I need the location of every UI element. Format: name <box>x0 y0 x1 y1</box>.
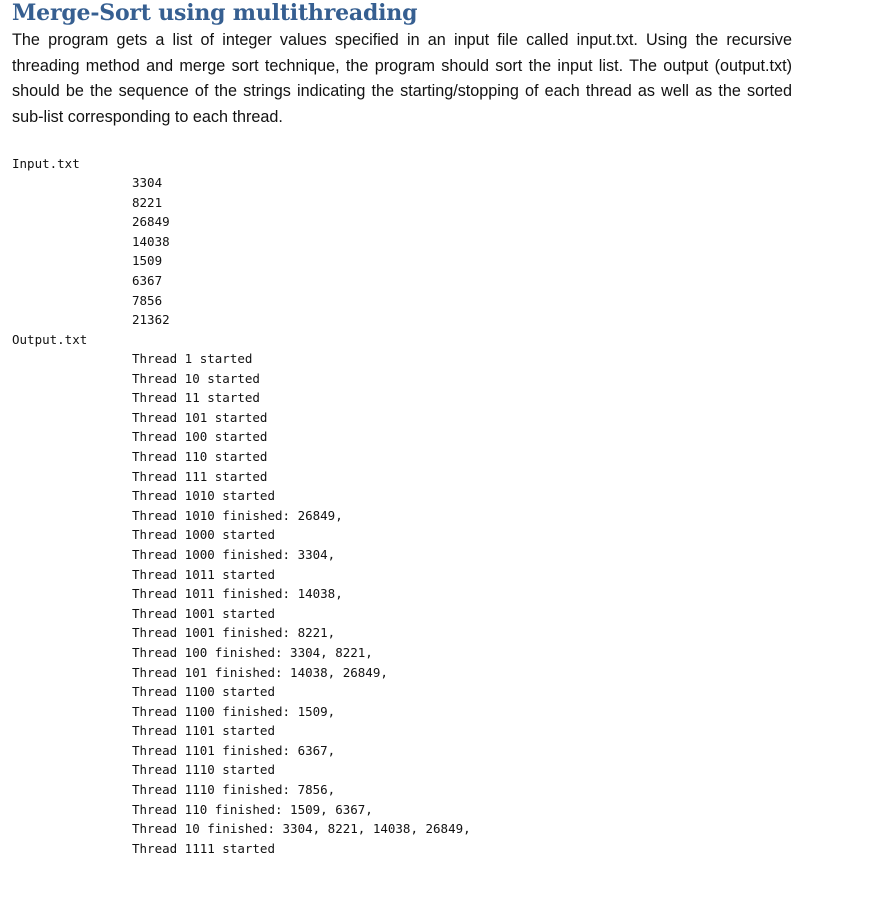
output-log-line: Thread 1001 finished: 8221, <box>132 625 336 641</box>
output-log-line: Thread 101 finished: 14038, 26849, <box>132 664 388 680</box>
output-log-line: Thread 1100 started <box>132 684 275 700</box>
output-log-line: Thread 110 started <box>132 448 268 464</box>
output-log-line: Thread 100 finished: 3304, 8221, <box>132 644 373 660</box>
output-log-line: Thread 10 started <box>132 370 260 386</box>
page-title: Merge-Sort using multithreading <box>12 0 418 26</box>
input-value-line: 1509 <box>132 253 163 269</box>
output-log-line: Thread 1011 started <box>132 566 275 582</box>
output-log-line: Thread 1000 finished: 3304, <box>132 546 336 562</box>
document <box>12 0 872 856</box>
output-log-line: Thread 1000 started <box>132 527 275 543</box>
input-value-line: 8221 <box>132 194 163 210</box>
output-log-line: Thread 11 started <box>132 390 260 406</box>
output-log-line: Thread 1101 started <box>132 723 275 739</box>
output-lines-list <box>12 349 471 858</box>
output-log-line: Thread 1 started <box>132 351 253 366</box>
output-log-line: Thread 10 finished: 3304, 8221, 14038, 26849, <box>132 821 471 837</box>
input-value-line: 21362 <box>132 312 170 328</box>
output-log-line: Thread 101 started <box>132 409 268 425</box>
output-file-label: Output.txt <box>12 332 88 347</box>
input-value-line: 14038 <box>132 233 170 249</box>
input-values-list <box>12 173 170 330</box>
output-log-line: Thread 1110 finished: 7856, <box>132 782 336 798</box>
input-value-line: 7856 <box>132 292 163 308</box>
output-log-line: Thread 1110 started <box>132 762 275 778</box>
output-log-line: Thread 1010 finished: 26849, <box>132 507 343 523</box>
output-log-line: Thread 1010 started <box>132 488 275 504</box>
output-log-line: Thread 110 finished: 1509, 6367, <box>132 801 373 817</box>
output-log-line: Thread 1011 finished: 14038, <box>132 586 343 602</box>
input-value-line: 26849 <box>132 214 170 230</box>
output-log-line: Thread 111 started <box>132 468 268 484</box>
input-file-label: Input.txt <box>12 156 80 171</box>
output-log-line: Thread 1100 finished: 1509, <box>132 703 336 719</box>
output-log-line: Thread 100 started <box>132 429 268 445</box>
output-log-line: Thread 1001 started <box>132 605 275 621</box>
input-value-line: 6367 <box>132 272 163 288</box>
description-paragraph: The program gets a list of integer values specified in an input file called input.txt. Using the recursive threading method and merge sort technique, the program should sort the input list. The output (output.txt) should be the sequence of the strings indicating the starting/stopping of each thread as well as the sorted sub-list corresponding to each thread. <box>12 31 792 126</box>
output-log-line: Thread 1101 finished: 6367, <box>132 742 336 758</box>
output-log-line: Thread 1111 started <box>132 840 275 856</box>
input-value-line: 3304 <box>132 175 163 190</box>
